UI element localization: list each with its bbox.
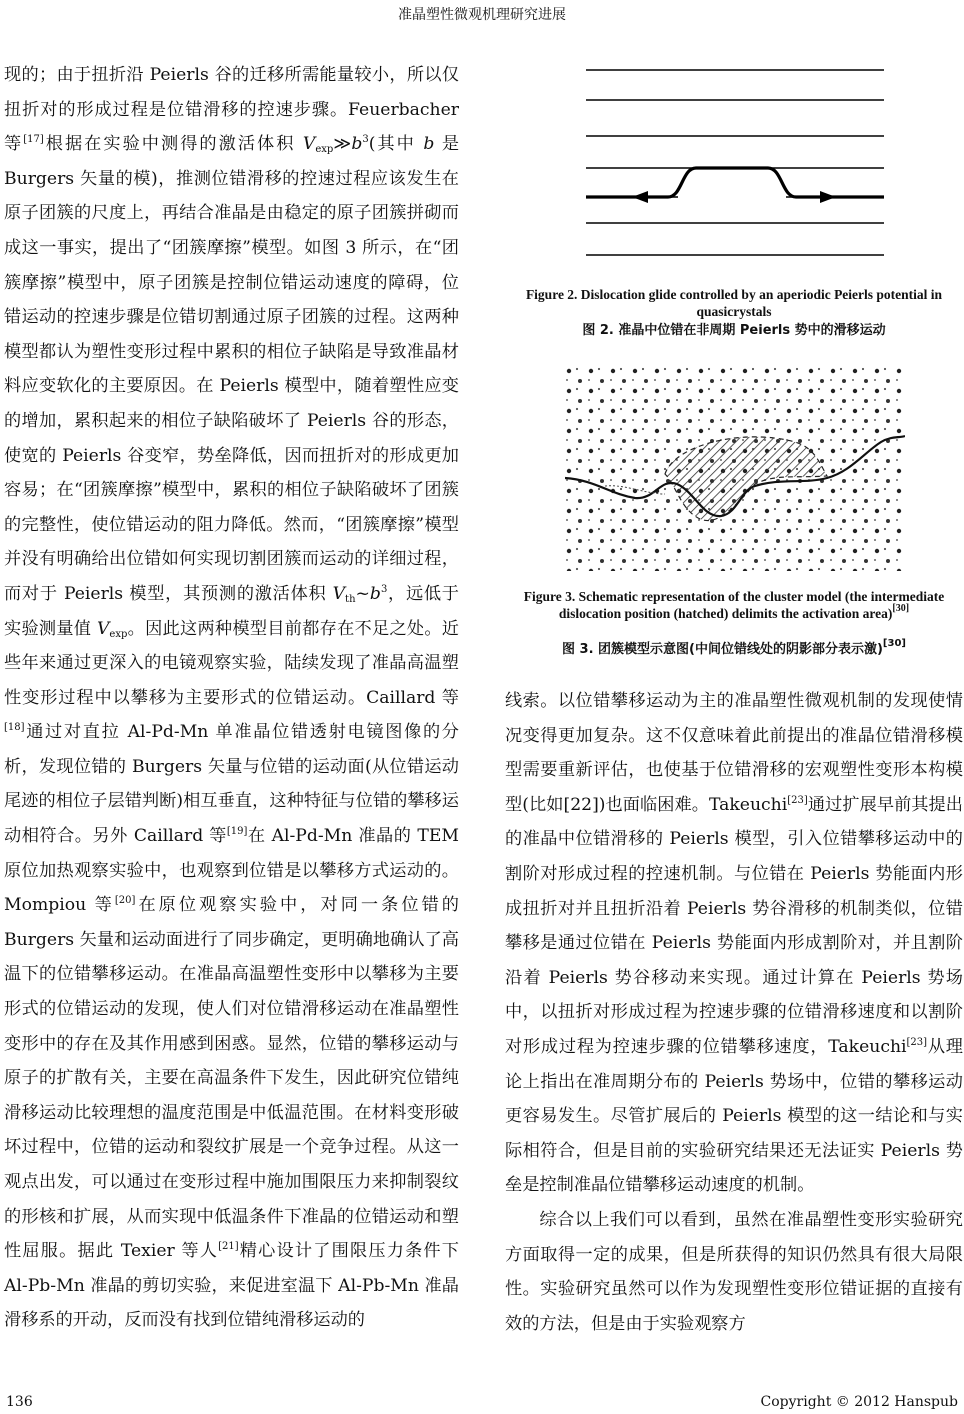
figure-2-caption-en: Figure 2. Dislocation glide controlled by an aperiodic Peierls potential in quasicrystals [525, 287, 943, 319]
figure-3-caption-cn: 图 3. 团簇模型示意图(中间位错线处的阴影部分表示激)[30] [562, 638, 906, 657]
citation-23[interactable]: [23] [906, 1036, 928, 1048]
left-paragraph: 现的；由于扭折沿 Peierls 谷的迁移所需能量较小，所以仅扭折对的形成过程是位错滑移的控速步骤。Feuerbacher 等[17]根据在实验中测得的激活体积 $V_{exp}≫b^3$(其中 b 是 Burgers 矢量的模)，推测位错滑移的控速过程应该发生在原子团簇的尺度上，再结合准晶是由稳定的原子团簇拼砌而成这一事实，提出了“团簇摩擦”模型。如图 3 所示，在“团簇摩擦”模型中，原子团簇是控制位错运动速度的障碍，位错运动的控速步骤是位错切割通过原子团簇的过程。这两种模型都认为塑性变形过程中累积的相位子缺陷是导致准晶材料应变软化的主要原因。在 Peierls 模型中，随着塑性应变的增加，累积起来的相位子缺陷破坏了 Peierls 谷的形态，使宽的 Peierls 谷变窄，势垒降低，因而扭折对的形成更加容易；在“团簇摩擦”模型中，累积的相位子缺陷破坏了团簇的完整性，使位错运动的阻力降低。然而，“团簇摩擦”模型并没有明确给出位错如何实现切割团簇而运动的详细过程，而对于 Peierls 模型，其预测的激活体积 $V_{th}\sim b^3$，远低于实验测量值 $V_{exp}$。因此这两种模型目前都存在不足之处。近些年来通过更深入的电镜观察实验，陆续发现了准晶高温塑性变形过程中以攀移为主要形式的位错运动。Caillard 等[18]通过对直拉 Al-Pd-Mn 单准晶位错透射电镜图像的分析，发现位错的 Burgers 矢量与位错的运动面(从位错运动尾迹的相位子层错判断)相互垂直，这种特征与位错的攀移运动相符合。另外 Caillard 等[19]在 Al-Pd-Mn 准晶的 TEM 原位加热观察实验中，也观察到位错是以攀移方式运动的。Mompiou 等[20]在原位观察实验中，对同一条位错的 Burgers 矢量和运动面进行了同步确定，更明确地确认了高温下的位错攀移运动。在准晶高温塑性变形中以攀移为主要形式的位错运动的发现，使人们对位错滑移运动在准晶塑性变形中的存在及其作用感到困惑。显然，位错的攀移运动与原子的扩散有关，主要在高温条件下发生，因此研究位错纯滑移运动比较理想的温度范围是中低温范围。在材料变形破坏过程中，位错的运动和裂纹扩展是一个竞争过程。从这一观点出发，可以通过在变形过程中施加围限压力来抑制裂纹的形核和扩展，从而实现中低温条件下准晶的位错运动和塑性屈服。据此 Texier 等人[21]精心设计了围限压力条件下 Al-Pb-Mn 准晶的剪切实验，来促进室温下 Al-Pb-Mn 准晶滑移系的开动，反而没有找到位错纯滑移运动的 [4, 65, 460, 1331]
running-title: 准晶塑性微观机理研究进展 [398, 7, 566, 23]
figure-2-peierls-diagram [578, 60, 888, 270]
figure-2-caption-cn: 图 2. 准晶中位错在非周期 Peierls 势中的滑移运动 [582, 323, 886, 338]
figure-3-cluster-model [565, 366, 905, 571]
citation-23[interactable]: [23] [787, 794, 808, 806]
citation-18[interactable]: [18] [4, 722, 25, 734]
citation-19[interactable]: [19] [226, 826, 248, 838]
citation-20[interactable]: [20] [114, 895, 136, 907]
citation-21[interactable]: [21] [218, 1241, 239, 1253]
page-number: 136 [6, 1394, 33, 1410]
citation-30[interactable]: [30] [892, 603, 910, 614]
citation-17[interactable]: [17] [23, 134, 44, 146]
right-paragraph-1: 线索。以位错攀移运动为主的准晶塑性微观机制的发现使情况变得更加复杂。这不仅意味着此前提出的准晶位错滑移模型需要重新评估，也使基于位错滑移的宏观塑性变形本构模型(比如[22])也面临困难。Takeuchi[23]通过扩展早前其提出的准晶中位错滑移的 Peierls 模型，引入位错攀移运动中的割阶对形成过程的控速机制。与位错在 Peierls 势能面内形成扭折对并且扭折沿着 Peierls 势谷滑移的机制类似，位错攀移是通过位错在 Peierls 势能面内形成割阶对，并且割阶沿着 Peierls 势谷移动来实现。通过计算在 Peierls 势场中，以扭折对形成过程为控速步骤的位错滑移速度和以割阶对形成过程为控速步骤的位错攀移速度，Takeuchi[23]从理论上指出在准周期分布的 Peierls 势场中，位错的攀移运动更容易发生。尽管扩展后的 Peierls 模型的这一结论和与实际相符合，但是目前的实验研究结果还无法证实 Peierls 势垒是控制准晶位错攀移运动速度的机制。 [505, 691, 963, 1196]
right-paragraph-2: 综合以上我们可以看到，虽然在准晶塑性变形实验研究方面取得一定的成果，但是所获得的知识仍然具有很大局限性。实验研究虽然可以作为发现塑性变形位错证据的直接有效的方法，但是由于实验观察方 [505, 1209, 963, 1334]
figure-3-caption-en: Figure 3. Schematic representation of the cluster model (the intermediate dislocation position (hatched) delimits the activation area)[30] [523, 589, 945, 621]
right-column [505, 684, 963, 1341]
left-column [4, 58, 459, 1338]
copyright-notice: Copyright © 2012 Hanspub [760, 1394, 958, 1410]
citation-30[interactable]: [30] [882, 638, 906, 649]
